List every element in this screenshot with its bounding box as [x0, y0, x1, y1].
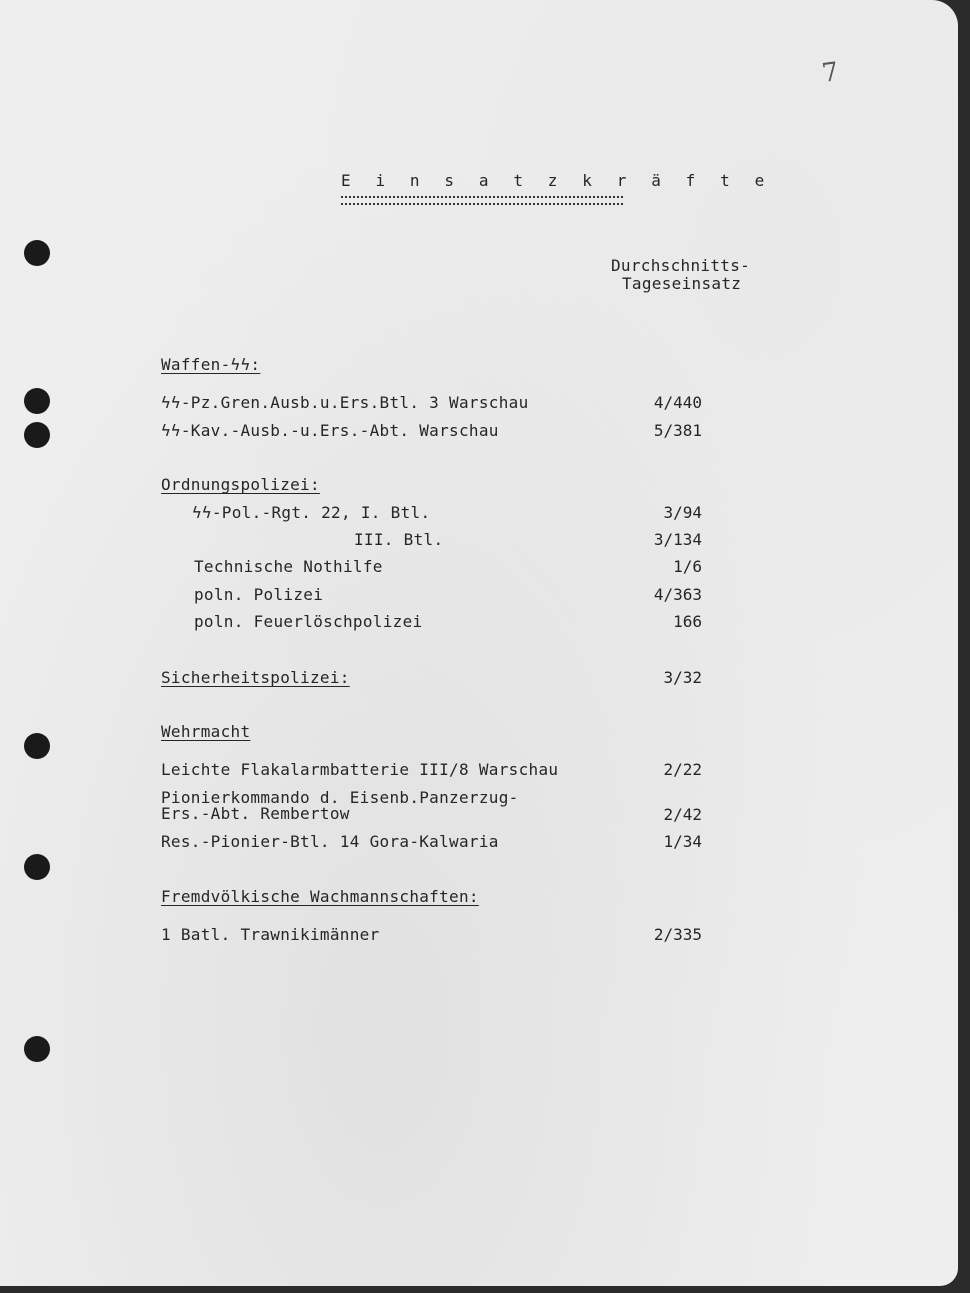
section-heading-sicherheitspolizei: Sicherheitspolizei:	[161, 668, 350, 687]
binder-hole	[24, 422, 50, 448]
section-heading-waffen: Waffen-ϟϟ:	[161, 355, 261, 374]
binder-hole	[24, 854, 50, 880]
row-value: 2/335	[653, 925, 702, 944]
row-value: 1/34	[663, 832, 702, 851]
section-heading-wehrmacht: Wehrmacht	[161, 722, 251, 741]
row-label: poln. Feuerlöschpolizei	[194, 612, 423, 631]
row-label: III. Btl.	[354, 530, 444, 549]
row-label: ϟϟ-Pol.-Rgt. 22, I. Btl.	[192, 503, 431, 522]
document-title: E i n s a t z k r ä f t e	[341, 171, 772, 190]
row-value: 166	[673, 612, 702, 631]
row-label: ϟϟ-Kav.-Ausb.-u.Ers.-Abt. Warschau	[161, 421, 499, 440]
row-label: Technische Nothilfe	[194, 557, 383, 576]
row-label: Leichte Flakalarmbatterie III/8 Warschau	[161, 760, 559, 779]
title-double-underline	[341, 196, 623, 205]
section-heading-ordnungspolizei: Ordnungspolizei:	[161, 475, 320, 494]
row-value: 4/363	[653, 585, 702, 604]
row-label: Res.-Pionier-Btl. 14 Gora-Kalwaria	[161, 832, 499, 851]
row-value: 3/134	[653, 530, 702, 549]
binder-hole	[24, 240, 50, 266]
row-value: 5/381	[653, 421, 702, 440]
row-label: poln. Polizei	[194, 585, 324, 604]
row-label: Pionierkommando d. Eisenb.Panzerzug-	[161, 788, 519, 807]
row-value: 2/42	[663, 805, 702, 824]
binder-hole	[24, 1036, 50, 1062]
section-heading-fremdvoelkische: Fremdvölkische Wachmannschaften:	[161, 887, 479, 906]
column-header-line-2: Tageseinsatz	[622, 274, 742, 293]
row-value: 3/32	[663, 668, 702, 687]
row-value: 3/94	[663, 503, 702, 522]
row-value: 1/6	[673, 557, 702, 576]
row-label: 1 Batl. Trawnikimänner	[161, 925, 380, 944]
row-label: ϟϟ-Pz.Gren.Ausb.u.Ers.Btl. 3 Warschau	[161, 393, 529, 412]
column-header-line-1: Durchschnitts-	[611, 256, 751, 275]
page-number: 7	[819, 56, 841, 90]
row-value: 2/22	[663, 760, 702, 779]
binder-hole	[24, 388, 50, 414]
binder-hole	[24, 733, 50, 759]
row-label: Ers.-Abt. Rembertow	[161, 804, 350, 823]
row-value: 4/440	[653, 393, 702, 412]
